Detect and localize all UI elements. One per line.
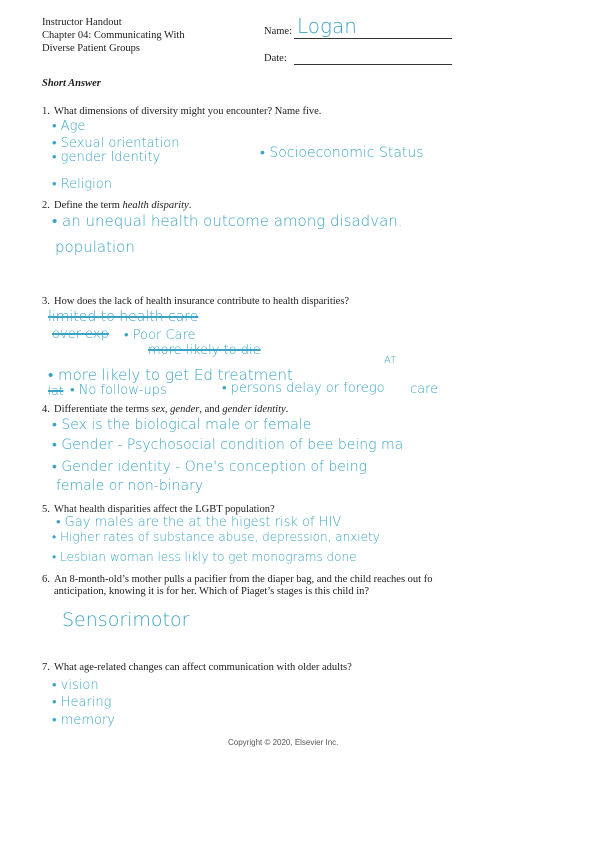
answer-3-h: • persons delay or forego bbox=[222, 381, 385, 396]
answer-6: Sensorimotor bbox=[62, 609, 190, 631]
answer-4-b: • Gender - Psychosocial condition of bee being ma bbox=[52, 437, 404, 453]
answer-3-f: lat bbox=[48, 384, 64, 398]
answer-3-c: • Poor Care bbox=[124, 328, 196, 343]
date-line bbox=[294, 64, 452, 65]
question-7: 7. What age-related changes can affect communication with older adults? bbox=[42, 662, 352, 673]
section-title: Short Answer bbox=[42, 78, 101, 89]
name-label: Name: bbox=[264, 26, 292, 37]
answer-5-a: • Gay males are the at the higest risk of HIV bbox=[56, 515, 342, 530]
name-value: Logan bbox=[297, 14, 357, 38]
answer-1-d: • Socioeconomic Status bbox=[260, 145, 424, 161]
answer-3-b: over exp bbox=[52, 327, 109, 342]
answer-2-b: population bbox=[55, 238, 135, 256]
copyright-footer: Copyright © 2020, Elsevier Inc. bbox=[228, 738, 339, 747]
answer-4-a: • Sex is the biological male or female bbox=[52, 417, 312, 433]
answer-4-c: • Gender identity - One's conception of being bbox=[52, 459, 368, 475]
name-line bbox=[294, 38, 452, 39]
answer-3-j: AT bbox=[384, 355, 397, 366]
answer-1-b: • Sexual orientation bbox=[52, 136, 180, 151]
answer-3-e: • more likely to get Ed treatment bbox=[48, 366, 293, 384]
answer-7-a: • vision bbox=[52, 678, 99, 693]
question-1: 1. What dimensions of diversity might you encounter? Name five. bbox=[42, 106, 322, 117]
chapter-title: Chapter 04: Communicating With bbox=[42, 30, 185, 41]
question-6: 6. An 8-month-old’s mother pulls a pacifier from the diaper bag, and the child reaches out fo bbox=[42, 574, 433, 585]
answer-7-b: • Hearing bbox=[52, 695, 112, 710]
answer-3-d: more likely to die bbox=[148, 343, 261, 358]
answer-3-g: • No follow-ups bbox=[70, 383, 167, 398]
answer-4-d: female or non-binary bbox=[56, 478, 204, 494]
answer-1-c: • gender Identity bbox=[52, 150, 161, 165]
date-label: Date: bbox=[264, 53, 287, 64]
answer-7-c: • memory bbox=[52, 713, 116, 728]
question-3: 3. How does the lack of health insurance contribute to health disparities? bbox=[42, 296, 350, 307]
question-2: 2. Define the term health disparity. bbox=[42, 200, 192, 211]
handout-label: Instructor Handout bbox=[42, 17, 122, 28]
answer-3-a: limited to health care bbox=[48, 309, 199, 325]
answer-3-i: care bbox=[410, 382, 439, 397]
question-5: 5. What health disparities affect the LGBT population? bbox=[42, 504, 275, 515]
answer-5-b: • Higher rates of substance abuse, depression, anxiety bbox=[52, 530, 380, 544]
chapter-subtitle: Diverse Patient Groups bbox=[42, 43, 140, 54]
question-4: 4. Differentiate the terms sex, gender, and gender identity. bbox=[42, 404, 289, 415]
answer-2-a: • an unequal health outcome among disadvan. bbox=[52, 212, 403, 230]
answer-1-e: • Religion bbox=[52, 177, 112, 192]
answer-1-a: • Age bbox=[52, 119, 86, 134]
question-6-cont: anticipation, knowing it is for her. Which of Piaget’s stages is this child in? bbox=[54, 586, 370, 597]
answer-5-c: • Lesbian woman less likly to get monograms done bbox=[52, 550, 357, 564]
